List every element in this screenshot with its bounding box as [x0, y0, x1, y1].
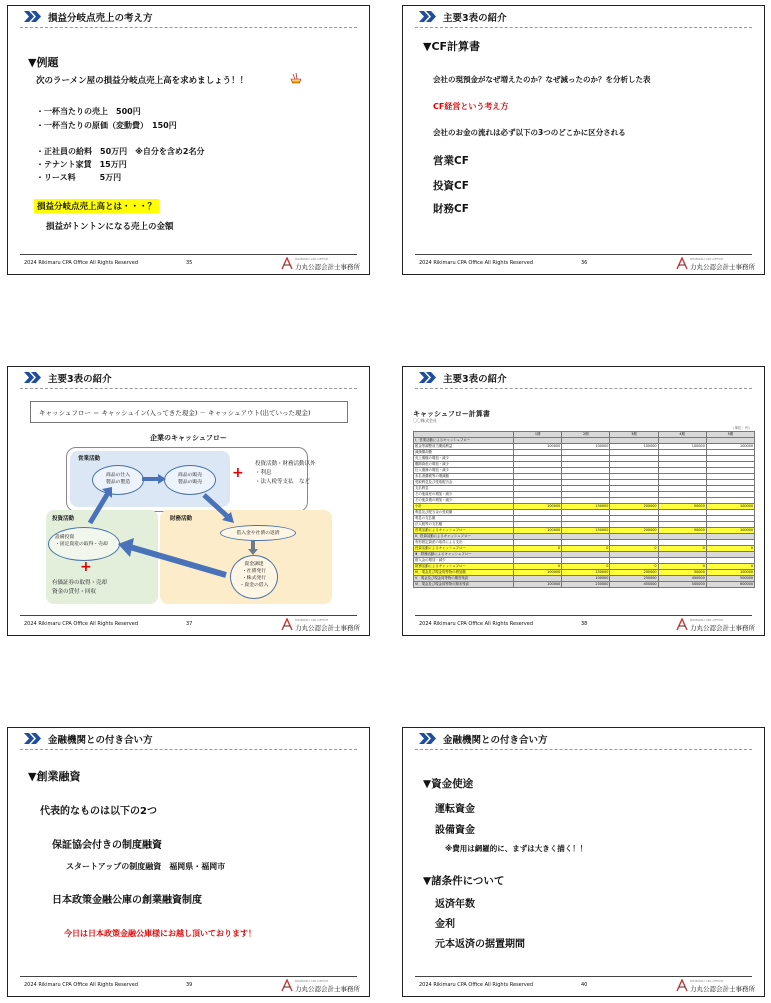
unit-label: （単位：円） — [731, 426, 752, 430]
logo-mark-icon — [676, 979, 688, 992]
table-cell: 250000 — [610, 576, 658, 582]
investing-other: 有価証券の取得・売却 資金の貸付・回収 — [52, 580, 108, 595]
slide-title: 損益分岐点売上の考え方 — [48, 13, 153, 24]
copyright-text: 2024 Rikimaru CPA Office All Rights Reserved — [24, 260, 139, 266]
table-cell: 250000 — [562, 582, 610, 588]
table-cell: 0 — [514, 546, 562, 552]
cost-note: ※費用は網羅的に、まずは大きく描く！！ — [445, 844, 588, 853]
table-cell: 0 — [610, 546, 658, 552]
office-logo: RIKIMARU CPA OFFICE 力丸公認会計士事務所 — [281, 618, 355, 632]
cf-item-operating: 営業CF — [433, 155, 469, 167]
table-cell: 100000 — [658, 444, 706, 450]
rent-text: ・テナント家賃 15万円 — [36, 160, 127, 169]
table-cell: 100000 — [706, 528, 754, 534]
table-cell: 100000 — [562, 576, 610, 582]
table-row-label: Ⅳ．現金及び現金同等物の増加額 — [414, 570, 514, 576]
copyright-text: 2024 Rikimaru CPA Office All Rights Reserved — [419, 982, 534, 988]
table-row-label: Ⅰ．営業活動によるキャッシュフロー — [414, 438, 514, 444]
table-cell: 100000 — [514, 504, 562, 510]
office-logo: RIKIMARU CPA OFFICE 力丸公認会計士事務所 — [281, 979, 355, 993]
table-cell: 600000 — [706, 582, 754, 588]
table-cell: 200000 — [610, 528, 658, 534]
table-header-cell: 2期 — [562, 432, 610, 438]
table-row-label: 営業活動によるキャッシュフロー — [414, 528, 514, 534]
office-logo: RIKIMARU CPA OFFICE 力丸公認会計士事務所 — [676, 979, 750, 993]
table-cell: 50000 — [658, 528, 706, 534]
double-chevron-icon — [419, 372, 437, 383]
table-cell: 450000 — [610, 582, 658, 588]
page-number: 39 — [186, 982, 193, 988]
ramen-bowl-icon — [290, 73, 302, 85]
table-row-label: 法人税等の支払額 — [414, 522, 514, 528]
slide-title: 金融機関との付き合い方 — [48, 735, 153, 746]
table-cell: 0 — [658, 564, 706, 570]
table-row-label: Ⅲ．財務活動によるキャッシュフロー — [414, 552, 514, 558]
table-row-label: 減価償却費 — [414, 450, 514, 456]
header-divider — [20, 27, 357, 28]
table-cell: 100000 — [610, 444, 658, 450]
header-divider — [415, 388, 752, 389]
cf-table — [413, 431, 755, 588]
table-row-label: Ⅴ．現金及び現金同等物の期首残高 — [414, 576, 514, 582]
table-row-label: 利息の支払額 — [414, 516, 514, 522]
table-cell: 0 — [610, 564, 658, 570]
slide-37 — [7, 366, 370, 636]
office-logo: RIKIMARU CPA OFFICE 力丸公認会計士事務所 — [281, 257, 355, 271]
funding-ellipse: 資金調達 ・社債発行 ・株式発行 ・資金の借入 — [230, 555, 278, 599]
grace-period: 元本返済の据置期間 — [435, 939, 525, 950]
table-header-cell: 1期 — [514, 432, 562, 438]
table-cell: 100000 — [514, 570, 562, 576]
slide-header — [403, 728, 764, 748]
slide-title: 主要3表の紹介 — [48, 374, 112, 385]
lease-text: ・リース料 5万円 — [36, 173, 122, 182]
cf-formula: キャッシュフロー ＝ キャッシュイン(入ってきた現金) － キャッシュアウト(出ていった現金) — [30, 401, 348, 423]
table-cell: 100000 — [562, 444, 610, 450]
table-row-label: その他資産の増加・減少 — [414, 492, 514, 498]
table-cell: 50000 — [658, 504, 706, 510]
table-row-label: 投資活動によるキャッシュフロー — [414, 546, 514, 552]
table-cell: 0 — [562, 564, 610, 570]
cost-text: ・一杯当たりの原価（変動費） 150円 — [36, 121, 177, 130]
table-cell: 100000 — [514, 528, 562, 534]
office-logo: RIKIMARU CPA OFFICE 力丸公認会計士事務所 — [676, 618, 750, 632]
arrow-right-icon — [142, 474, 166, 484]
table-cell: 200000 — [610, 504, 658, 510]
page-number: 38 — [581, 621, 588, 627]
table-cell: 150000 — [562, 504, 610, 510]
table-row-label: 利息及び配当金の受取額 — [414, 510, 514, 516]
header-divider — [20, 749, 357, 750]
table-cell: 100000 — [706, 444, 754, 450]
table-cell: 200000 — [610, 570, 658, 576]
table-cell: 450000 — [658, 576, 706, 582]
slide-title: 主要3表の紹介 — [443, 374, 507, 385]
table-row-label: 借入金の増加・減少 — [414, 558, 514, 564]
table-cell: 0 — [514, 564, 562, 570]
table-row-label: その他負債の増加・減少 — [414, 498, 514, 504]
cf-management: CF経営という考え方 — [433, 102, 509, 111]
double-chevron-icon — [24, 733, 42, 744]
heading-cf: ▼CF計算書 — [423, 40, 481, 53]
cf-table-title: キャッシュフロー計算書 — [413, 410, 490, 418]
heading-fund-use: ▼資金使途 — [423, 778, 474, 790]
table-row-label: 支払利息 — [414, 486, 514, 492]
table-row-label: 税金等調整前当期純利益 — [414, 444, 514, 450]
company-name: 〇〇株式会社 — [413, 418, 437, 423]
cf-description: 会社の現預金がなぜ増えたのか？なぜ減ったのか？を分析した表 — [433, 75, 651, 84]
slide-header — [8, 367, 369, 387]
copyright-text: 2024 Rikimaru CPA Office All Rights Reserved — [24, 982, 139, 988]
logo-mark-icon — [676, 618, 688, 631]
jfc-loan: 日本政策金融公庫の創業融資制度 — [52, 895, 202, 906]
cf-item-financing: 財務CF — [433, 203, 469, 215]
table-cell: 500000 — [658, 582, 706, 588]
slide-footer — [403, 254, 764, 274]
table-header-cell: 3期 — [610, 432, 658, 438]
table-cell: 150000 — [562, 570, 610, 576]
slide-footer — [403, 615, 764, 635]
heading-startup-loan: ▼創業融資 — [28, 770, 81, 783]
arrow-down-icon — [248, 541, 258, 555]
header-divider — [20, 388, 357, 389]
slide-header — [403, 6, 764, 26]
investing-ellipse: 設備投資 ・固定資産の取得・売却 — [48, 527, 120, 561]
plus-icon: + — [80, 559, 92, 575]
slide-36 — [402, 5, 765, 275]
header-divider — [415, 749, 752, 750]
copyright-text: 2024 Rikimaru CPA Office All Rights Reserved — [419, 260, 534, 266]
sales-ellipse: 商品の販売 製品の販売 — [164, 465, 216, 495]
table-cell: 150000 — [562, 528, 610, 534]
cf-classification: 会社のお金の流れは必ず以下の3つのどこかに区分される — [433, 128, 626, 137]
slide-title: 金融機関との付き合い方 — [443, 735, 548, 746]
table-header-cell: 4期 — [658, 432, 706, 438]
bep-answer: 損益がトントンになる売上の金額 — [46, 222, 174, 232]
table-cell: 100000 — [514, 444, 562, 450]
double-chevron-icon — [419, 11, 437, 22]
slide-title: 主要3表の紹介 — [443, 13, 507, 24]
table-cell: 100000 — [706, 504, 754, 510]
table-cell: 100000 — [514, 582, 562, 588]
heading-conditions: ▼諸条件について — [423, 875, 505, 887]
page-number: 35 — [186, 260, 193, 266]
operating-other: 投資活動・財務活動以外 ・利息 ・法人税等支払 など — [255, 461, 316, 485]
cf-item-investing: 投資CF — [433, 180, 469, 192]
table-row — [414, 582, 755, 588]
slide-35 — [7, 5, 370, 275]
representative-text: 代表的なものは以下の2つ — [40, 806, 157, 817]
office-logo: RIKIMARU CPA OFFICE 力丸公認会計士事務所 — [676, 257, 750, 271]
guarantee-loan: 保証協会付きの制度融資 — [52, 840, 162, 851]
slide-39 — [7, 727, 370, 997]
operating-label: 営業活動 — [78, 456, 101, 462]
logo-mark-icon — [281, 618, 293, 631]
salary-text: ・正社員の給料 50万円 ※自分を含め2名分 — [36, 147, 205, 156]
page-number: 37 — [186, 621, 193, 627]
copyright-text: 2024 Rikimaru CPA Office All Rights Reserved — [24, 621, 139, 627]
heading-example: ▼例題 — [28, 56, 59, 69]
question-text: 次のラーメン屋の損益分岐点売上高を求めましょう！！ — [36, 76, 249, 86]
double-chevron-icon — [24, 11, 42, 22]
logo-mark-icon — [281, 979, 293, 992]
table-cell: 50000 — [658, 570, 706, 576]
diagram-title: 企業のキャッシュフロー — [150, 434, 227, 442]
interest-rate: 金利 — [435, 919, 455, 930]
double-chevron-icon — [24, 372, 42, 383]
table-row-label: Ⅵ．現金及び現金同等物の期末残高 — [414, 582, 514, 588]
table-row-label: 小計 — [414, 504, 514, 510]
logo-mark-icon — [281, 257, 293, 270]
slide-header — [8, 728, 369, 748]
bep-question: 損益分岐点売上高とは・・・？ — [34, 199, 159, 213]
table-cell: 100000 — [706, 570, 754, 576]
investing-label: 投資活動 — [52, 516, 75, 522]
table-row-label: 受取利息及び受取配当金 — [414, 480, 514, 486]
repayment-years: 返済年数 — [435, 899, 475, 910]
copyright-text: 2024 Rikimaru CPA Office All Rights Reserved — [419, 621, 534, 627]
table-row-label: 未払消費税等の増減額 — [414, 474, 514, 480]
table-cell: 0 — [562, 546, 610, 552]
slide-footer — [8, 615, 369, 635]
slide-40 — [402, 727, 765, 997]
table-row-label: 売上債権の増加・減少 — [414, 456, 514, 462]
table-header-cell: 5期 — [706, 432, 754, 438]
table-row-label: 財務活動によるキャッシュフロー — [414, 564, 514, 570]
table-cell: 0 — [706, 564, 754, 570]
logo-mark-icon — [676, 257, 688, 270]
price-text: ・一杯当たりの売上 500円 — [36, 107, 141, 116]
header-divider — [415, 27, 752, 28]
table-row-label: 有形固定資産の取得による支出 — [414, 540, 514, 546]
equipment-capital: 設備資金 — [435, 825, 475, 836]
page-number: 40 — [581, 982, 588, 988]
table-cell: 500000 — [706, 576, 754, 582]
slide-header — [403, 367, 764, 387]
plus-icon: + — [232, 465, 244, 481]
slide-footer — [403, 976, 764, 996]
table-cell: 0 — [658, 546, 706, 552]
slide-38 — [402, 366, 765, 636]
financing-label: 財務活動 — [170, 516, 193, 522]
page-number: 36 — [581, 260, 588, 266]
slide-footer — [8, 254, 369, 274]
table-row-label: 棚卸資産の増加・減少 — [414, 462, 514, 468]
slide-header — [8, 6, 369, 26]
double-chevron-icon — [419, 733, 437, 744]
table-cell: 0 — [706, 546, 754, 552]
purchase-ellipse: 商品の仕入 製品の製造 — [92, 465, 144, 495]
startup-loan-text: スタートアップの制度融資 福岡県・福岡市 — [66, 862, 226, 871]
working-capital: 運転資金 — [435, 804, 475, 815]
repayment-ellipse: 借入金や社債の返済 — [220, 525, 296, 541]
table-row-label: 仕入債務の増加・減少 — [414, 468, 514, 474]
jfc-guest-note: 今日は日本政策金融公庫様にお越し頂いております！ — [64, 929, 256, 938]
slide-footer — [8, 976, 369, 996]
table-row-label: Ⅱ．投資活動によるキャッシュフロー — [414, 534, 514, 540]
